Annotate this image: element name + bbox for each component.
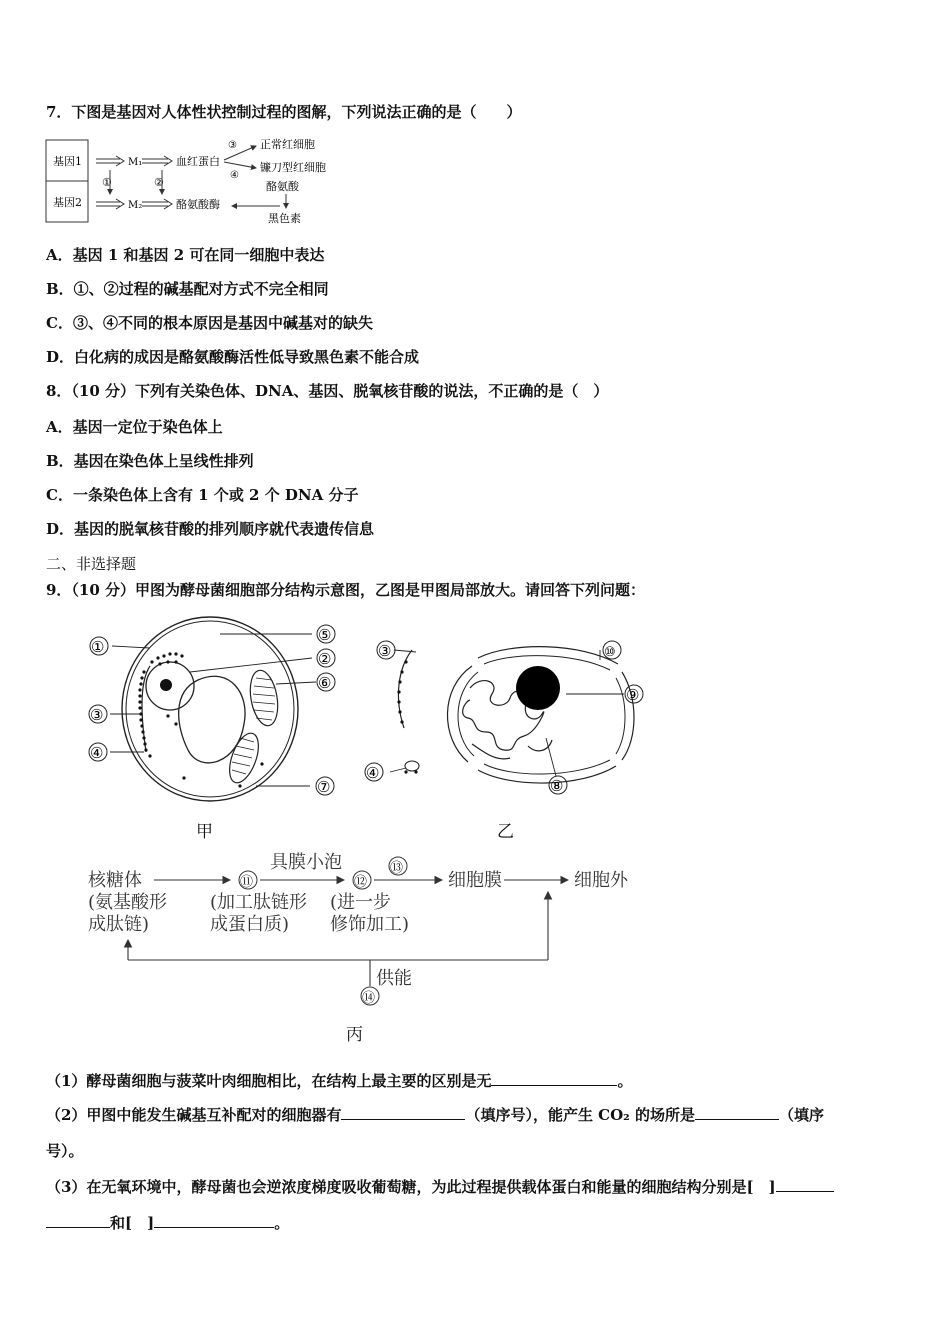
q8-option-b[interactable]: B．基因在染色体上呈线性排列: [46, 452, 254, 470]
melanin-label: 黑色素: [268, 212, 301, 225]
answer-blank-3[interactable]: [695, 1105, 779, 1120]
label-c1: ①: [91, 638, 105, 656]
q9-sub2-text-a: （2）甲图中能发生碱基互补配对的细胞器有: [46, 1106, 342, 1124]
flow-step11-note1: (加工肽链形: [210, 892, 308, 913]
figure-jia-caption: 甲: [196, 822, 213, 842]
flow-c14: ⑭: [362, 991, 376, 1006]
tyrosine-label: 酪氨酸: [266, 180, 299, 193]
flow-outside: 细胞外: [574, 870, 628, 891]
flow-ribosome-note1: (氨基酸形: [88, 892, 168, 913]
q9-sub3-end: 。: [274, 1214, 290, 1232]
figure-yi-nucleus: [360, 628, 660, 798]
normal-rbc-label: 正常红细胞: [260, 138, 315, 151]
q7-option-b[interactable]: B．①、②过程的碱基配对方式不完全相同: [46, 280, 329, 298]
q8-stem: 8．（10 分）下列有关染色体、DNA、基因、脱氧核苷酸的说法，不正确的是（ ）: [46, 382, 609, 400]
q9-sub1-text: （1）酵母菌细胞与菠菜叶肉细胞相比，在结构上最主要的区别是无: [46, 1072, 492, 1090]
flow-membrane: 细胞膜: [448, 870, 502, 891]
q9-sub1-end: 。: [617, 1072, 633, 1090]
label-c7: ⑦: [317, 778, 331, 796]
label-c3: ③: [90, 706, 104, 724]
flow-vesicle: 具膜小泡: [270, 852, 342, 873]
q7-option-d[interactable]: D．白化病的成因是酪氨酸酶活性低导致黑色素不能合成: [46, 348, 420, 366]
q9-sub3-text-b: 和[ ]: [110, 1214, 155, 1232]
label-c6: ⑥: [318, 674, 332, 692]
flow-c12: ⑫: [354, 875, 368, 890]
flow-c13: ⑬: [390, 861, 404, 876]
flow-step12-note1: (进一步: [330, 892, 392, 913]
q9-sub1: [46, 1070, 632, 1091]
q9-sub2-text-b: （填序号），能产生 CO₂ 的场所是: [465, 1106, 695, 1124]
answer-blank-4a[interactable]: [776, 1177, 834, 1192]
q9-sub2: [46, 1104, 824, 1125]
figure-jia-yeast-cell: [80, 614, 350, 814]
q8-option-c[interactable]: C．一条染色体上含有 1 个或 2 个 DNA 分子: [46, 486, 359, 504]
q9-sub3: [46, 1176, 834, 1197]
flow-step11-note2: 成蛋白质): [210, 914, 290, 935]
tyrosinase-label: 酪氨酸酶: [176, 198, 220, 211]
step3-label: ③: [228, 140, 237, 151]
answer-blank-5[interactable]: [154, 1213, 274, 1228]
q8-option-a[interactable]: A．基因一定位于染色体上: [46, 418, 223, 436]
label-c5: ⑤: [318, 626, 332, 644]
step4-label: ④: [230, 170, 239, 181]
m1-label: M₁: [128, 157, 143, 168]
gene2-label: 基因2: [53, 196, 82, 209]
answer-blank-2[interactable]: [341, 1105, 465, 1120]
q9-sub3-text-a: （3）在无氧环境中，酵母菌也会逆浓度梯度吸收葡萄糖，为此过程提供载体蛋白和能量的细胞结构分别是[ ]: [46, 1178, 776, 1196]
answer-blank-1[interactable]: [491, 1071, 617, 1086]
label-c4: ④: [90, 744, 104, 762]
flow-c11: ⑪: [240, 875, 254, 890]
label-c10: ⑩: [604, 645, 616, 660]
figure-bing-flow: [80, 846, 660, 1006]
q7-gene-diagram: [44, 134, 344, 226]
label-yi-c3: ③: [378, 642, 392, 660]
flow-ribosome-note2: 成肽链): [88, 914, 150, 935]
m2-label: M₂: [128, 200, 143, 211]
q7-option-c[interactable]: C．③、④不同的根本原因是基因中碱基对的缺失: [46, 314, 373, 332]
flow-ribosome: 核糖体: [88, 870, 142, 891]
step1-label: ①: [102, 176, 112, 189]
q9-sub2-text-c: （填序: [778, 1106, 824, 1124]
label-yi-c4: ④: [366, 764, 380, 782]
flow-energy: 供能: [376, 968, 412, 989]
q7-stem: 7．下图是基因对人体性状控制过程的图解，下列说法正确的是（ ）: [46, 103, 522, 121]
q9-sub2-cont: 号）。: [46, 1142, 84, 1160]
label-c9: ⑨: [626, 686, 640, 704]
step2-label: ②: [154, 176, 164, 189]
q9-stem: 9．（10 分）甲图为酵母菌细胞部分结构示意图，乙图是甲图局部放大。请回答下列问题：: [46, 581, 646, 599]
q9-sub3-cont: [46, 1212, 289, 1233]
flow-step12-note2: 修饰加工): [330, 914, 410, 935]
label-c8: ⑧: [550, 777, 564, 795]
answer-blank-4b[interactable]: [46, 1213, 110, 1228]
label-c2: ②: [318, 650, 332, 668]
q8-option-d[interactable]: D．基因的脱氧核苷酸的排列顺序就代表遗传信息: [46, 520, 375, 538]
sickle-rbc-label: 镰刀型红细胞: [260, 161, 326, 174]
hemoglobin-label: 血红蛋白: [176, 155, 220, 168]
q7-option-a[interactable]: A．基因 1 和基因 2 可在同一细胞中表达: [46, 246, 325, 264]
figure-yi-caption: 乙: [497, 822, 514, 842]
section-heading: 二、非选择题: [46, 555, 137, 573]
gene1-label: 基因1: [53, 155, 82, 168]
figure-bing-caption: 丙: [346, 1025, 363, 1045]
